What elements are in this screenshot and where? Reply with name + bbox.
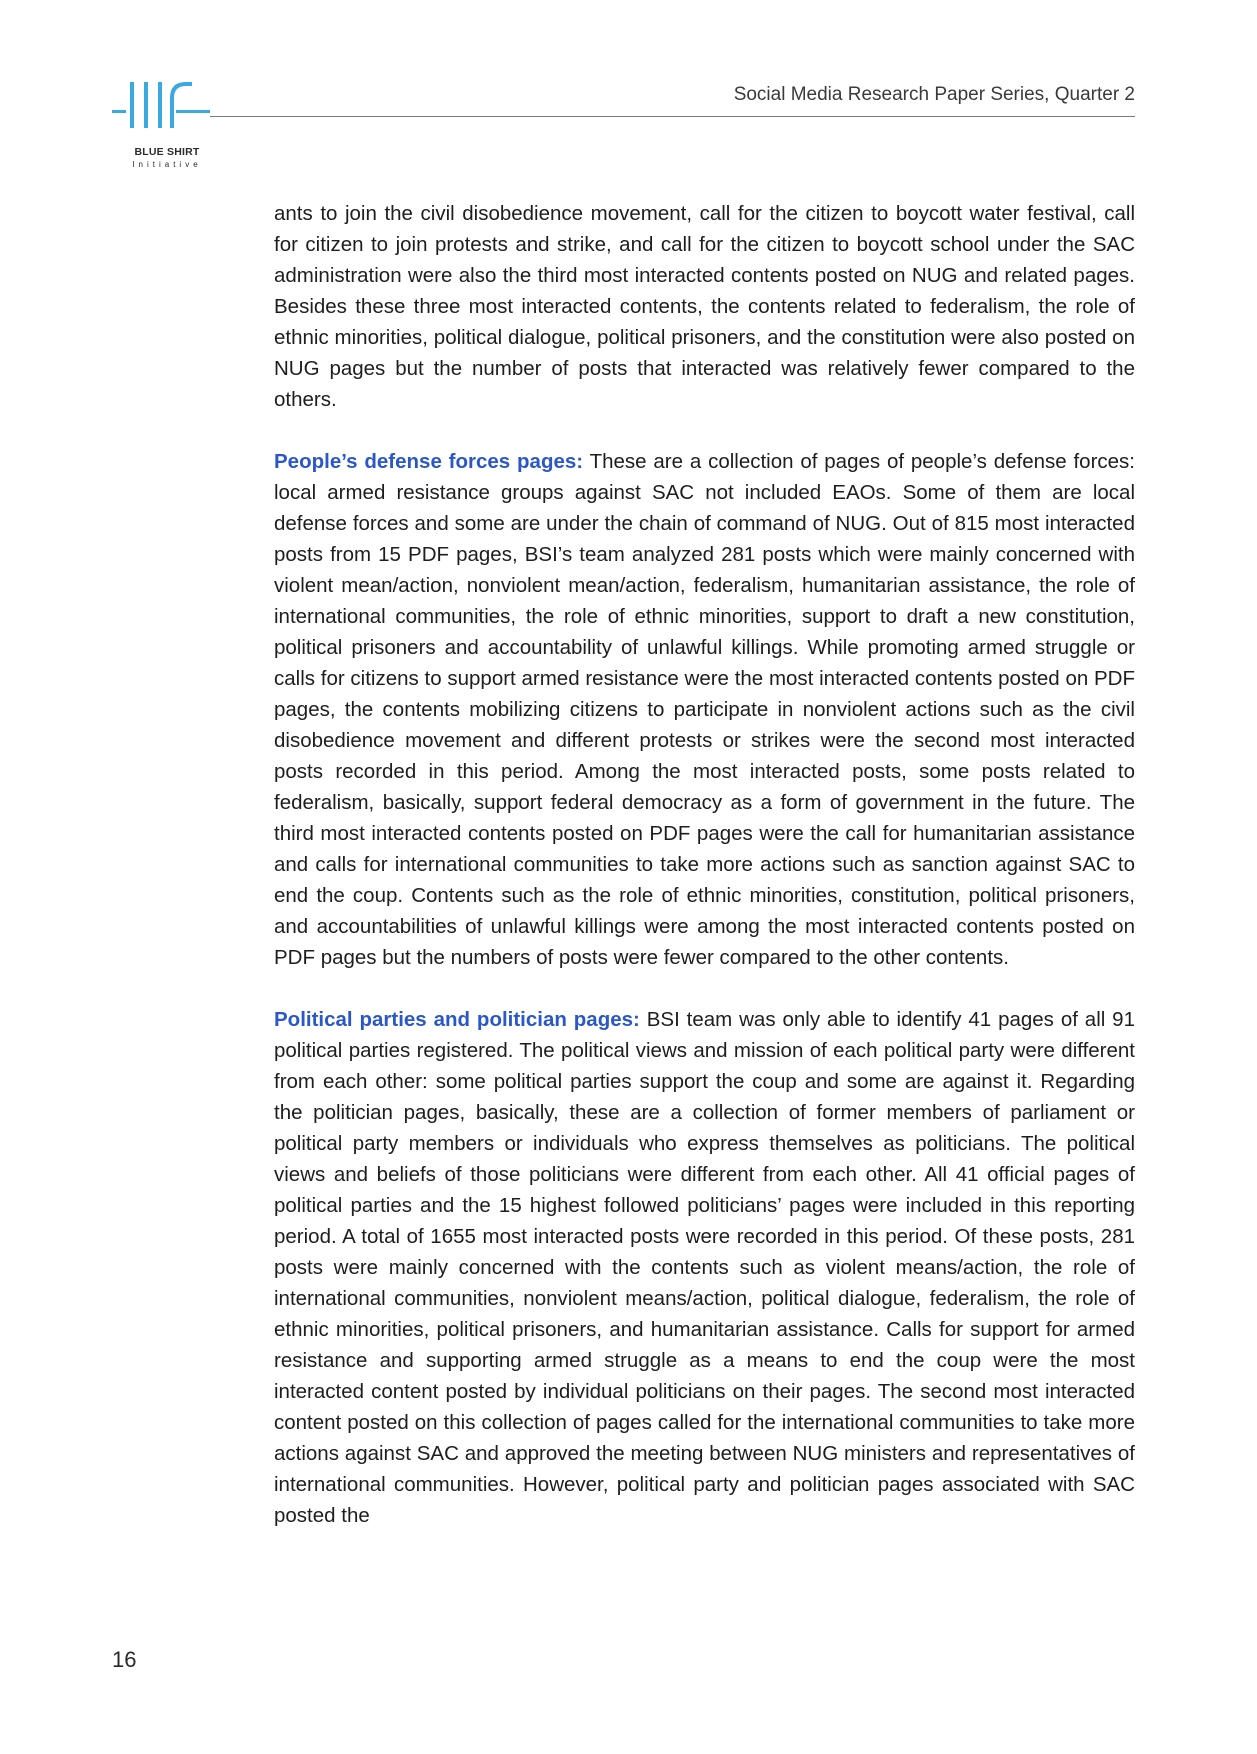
paragraph-heading: People’s defense forces pages: bbox=[274, 450, 584, 473]
paragraph-text: BSI team was only able to identify 41 pages of all 91 political parties registered. The political views and mission of each political party were different from each other: some political parties support the coup and some are against it. Regarding the politician pages, basically, these are a collection of former members of parliament or political party members or individuals who express themselves as politicians. The political views and beliefs of those politicians were different from each other. All 41 official pages of political parties and the 15 highest followed politicians’ pages were included in this reporting period. A total of 1655 most interacted posts were recorded in this period. Of these posts, 281 posts were mainly concerned with the contents such as violent means/action, the role of international communities, nonviolent means/action, political dialogue, federalism, the role of ethnic minorities, political prisoners, and humanitarian assistance. Calls for support for armed resistance and supporting armed struggle as a means to end the coup were the most interacted content posted by individual politicians on their pages. The second most interacted content posted on this collection of pages called for the international communities to take more actions against SAC and approved the meeting between NUG ministers and representatives of international communities. However, political party and politician pages associated with SAC posted the bbox=[274, 1008, 1135, 1527]
header-divider bbox=[210, 116, 1135, 117]
page-number: 16 bbox=[112, 1647, 137, 1672]
paragraph-pdf-pages bbox=[274, 446, 1135, 973]
series-title: Social Media Research Paper Series, Quarter 2 bbox=[733, 84, 1135, 105]
logo-subtitle: Initiative bbox=[132, 160, 202, 169]
paragraph-heading: Political parties and politician pages: bbox=[274, 1008, 640, 1031]
paragraph-text: These are a collection of pages of people’s defense forces: local armed resistance groups against SAC not included EAOs. Some of them are local defense forces and some are under the chain of command of NUG. Out of 815 most interacted posts from 15 PDF pages, BSI’s team analyzed 281 posts which were mainly concerned with violent mean/action, nonviolent mean/action, federalism, humanitarian assistance, the role of international communities, the role of ethnic minorities, support to draft a new constitution, political prisoners and accountability of unlawful killings. While promoting armed struggle or calls for citizens to support armed resistance were the most interacted contents posted on PDF pages, the contents mobilizing citizens to participate in nonviolent actions such as the civil disobedience movement and different protests or strikes were the second most interacted posts recorded in this period. Among the most interacted posts, some posts related to federalism, basically, support federal democracy as a form of government in the future. The third most interacted contents posted on PDF pages were the call for humanitarian assistance and calls for international communities to take more actions such as sanction against SAC to end the coup. Contents such as the role of ethnic minorities, constitution, political prisoners, and accountabilities of unlawful killings were among the most interacted contents posted on PDF pages but the numbers of posts were fewer compared to the other contents. bbox=[274, 450, 1136, 969]
logo-name: BLUE SHIRT bbox=[134, 146, 200, 158]
paragraph-nug-continuation bbox=[274, 198, 1135, 415]
blue-shirt-logo bbox=[112, 80, 222, 172]
paragraph-political-parties bbox=[274, 1004, 1135, 1531]
body-text bbox=[274, 198, 1135, 1562]
paragraph-text: ants to join the civil disobedience movement, call for the citizen to boycott water festival, call for citizen to join protests and strike, and call for the citizen to boycott school under the SAC administration were also the third most interacted contents posted on NUG and related pages. Besides these three most interacted contents, the contents related to federalism, the role of ethnic minorities, political dialogue, political prisoners, and the constitution were also posted on NUG pages but the number of posts that interacted was relatively fewer compared to the others. bbox=[274, 202, 1135, 411]
logo-mark-icon bbox=[112, 80, 222, 144]
